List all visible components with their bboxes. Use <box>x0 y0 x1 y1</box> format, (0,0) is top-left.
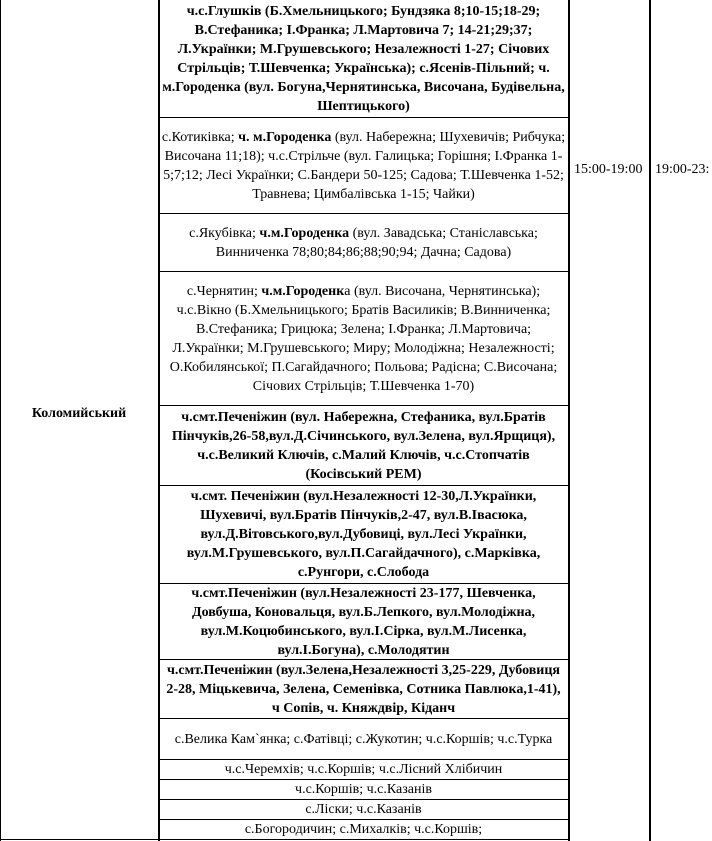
settlement-text-bold: ч. м.Городенка <box>238 129 332 145</box>
settlement-text <box>161 487 566 582</box>
settlement-text <box>305 800 421 819</box>
settlement-cell <box>159 214 568 271</box>
time-slot-1: 15:00-19:00 <box>574 162 643 177</box>
border-col3 <box>649 0 651 841</box>
settlement-text-regular: с.Котиківка; <box>161 129 239 145</box>
settlement-text-regular: ч.с.Коршів; ч.с.Казанів <box>295 782 432 797</box>
settlement-text-bold: ч.м.Городенка <box>259 225 350 241</box>
settlement-text-regular: с.Богородичин; с.Михалків; ч.с.Коршів; <box>244 822 483 837</box>
settlement-text <box>295 780 432 799</box>
settlement-cell <box>159 719 568 759</box>
settlement-text <box>175 730 553 749</box>
settlement-text <box>161 408 566 484</box>
settlement-cell <box>159 406 568 485</box>
region-label: Коломийський <box>31 406 127 421</box>
settlement-cell <box>159 584 568 659</box>
settlement-cell <box>159 760 568 779</box>
settlement-cell <box>159 272 568 405</box>
settlement-text-regular: с.Ліски; ч.с.Казанів <box>305 802 422 817</box>
time-slot-2: 19:00-23: <box>655 162 710 177</box>
settlement-text-regular: с.Велика Кам`янка; с.Фатівці; с.Жукотин; ч.с.Коршів; ч.с.Турка <box>174 731 553 747</box>
settlement-text-regular: (вул. Набережна; Шухевичів; Рибчука; Височана 11;18); ч.с.Стрільче (вул. Галицька; Горішня; І.Франка 1-5;7;12; Лесі Українки; С.Бандери 50-125; Садова; Т.Шевченка 1-52; Травнева; Цимбалівська 1-15; Чайки) <box>163 129 566 202</box>
settlement-text-bold: ч.смт.Печеніжин (вул. Набережна, Стефаника, вул.Братів Пінчуків,26-58,вул.Д.Січинського, вул.Зелена, вул.Ярщиця), ч.с.Великий Ключів, с.Малий Ключів, ч.с.Стопчатів (Косівський РЕМ) <box>171 409 556 482</box>
settlement-cell <box>159 660 568 718</box>
settlement-cell <box>159 780 568 799</box>
settlement-text-bold: ч.смт. Печеніжин (вул.Незалежності 12-30,Л.Українки, Шухевичі, вул.Братів Пінчуків,2-47, вул.В.Івасюка, вул.Д.Вітовського,вул.Дубовиці, вул.Лесі Українки, вул.М.Грушевського, вул.П.Сагайдачного), с.Марківка, с.Рунгори, с.Слобода <box>186 489 541 580</box>
row-border <box>158 839 570 840</box>
settlement-text <box>161 128 566 204</box>
settlement-cell <box>159 486 568 583</box>
settlement-text <box>161 282 566 396</box>
settlement-text-bold: ч.смт.Печеніжин (вул.Зелена,Незалежності 3,25-229, Дубовиця 2-28, Міцькевича, Зелена, Семенівка, Сотника Павлюка,1-41), ч Сопів, ч. Княждвір, Кіданч <box>166 662 561 716</box>
settlement-text-bold: ч.с.Глушків (Б.Хмельницького; Бундзяка 8;10-15;18-29; В.Стефаника; І.Франка; Л.Мартовича 7; 14-21;29;37; Л.Українки; М.Грушевського; Незалежності 1-27; Січових Стрільців; Т.Шевченка; Українська); с.Ясенів-Пільний; ч. м.Городенка (вул. Богуна,Чернятинська, Височана, Будівельна, Шептицького) <box>162 3 565 114</box>
settlement-text <box>161 661 566 718</box>
settlement-text-regular: (вул. Завадська; Станіславська; Винниченка 78;80;84;86;88;90;94; Дачна; Садова) <box>215 225 538 260</box>
settlement-cell <box>159 800 568 819</box>
settlement-text <box>161 2 566 116</box>
settlement-text-regular: а (вул. Височана, Чернятинська); ч.с.Вікно (Б.Хмельницького; Братів Василиків; В.Винниченка; В.Стефаника; Грицюка; Зелена; І.Франка; Л.Мартовича; Л.Українки; М.Грушевського; Миру; Молодіжна; Незалежності; О.Кобилянської; П.Сагайдачного; Польова; Радісна; С.Височана; Січових Стрільців; Т.Шевченка 1-70) <box>169 283 558 394</box>
settlement-text-regular: с.Якубівка; <box>189 225 260 241</box>
settlement-text-bold: ч.смт.Печеніжин (вул.Незалежності 23-177, Шевченка, Довбуша, Коновальця, вул.Б.Лепкого, вул.Молодіжна, вул.М.Коцюбинського, вул.І.Сірка, вул.М.Лисенка, вул.І.Богуна), с.Молодятин <box>191 585 536 658</box>
settlement-cell <box>159 820 568 839</box>
settlement-text-bold: ч.м.Городенк <box>261 283 345 299</box>
settlement-text-regular: ч.с.Черемхів; ч.с.Коршів; ч.с.Лісний Хлібичин <box>224 762 503 777</box>
settlement-cell <box>159 0 568 117</box>
settlement-text <box>161 224 566 262</box>
settlement-text <box>161 584 566 659</box>
settlement-text <box>225 760 503 779</box>
border-col2 <box>568 0 570 841</box>
settlement-text <box>245 820 482 839</box>
settlement-cell <box>159 118 568 213</box>
settlement-text-regular: с.Чернятин; <box>186 283 262 299</box>
bottom-border <box>0 839 160 840</box>
